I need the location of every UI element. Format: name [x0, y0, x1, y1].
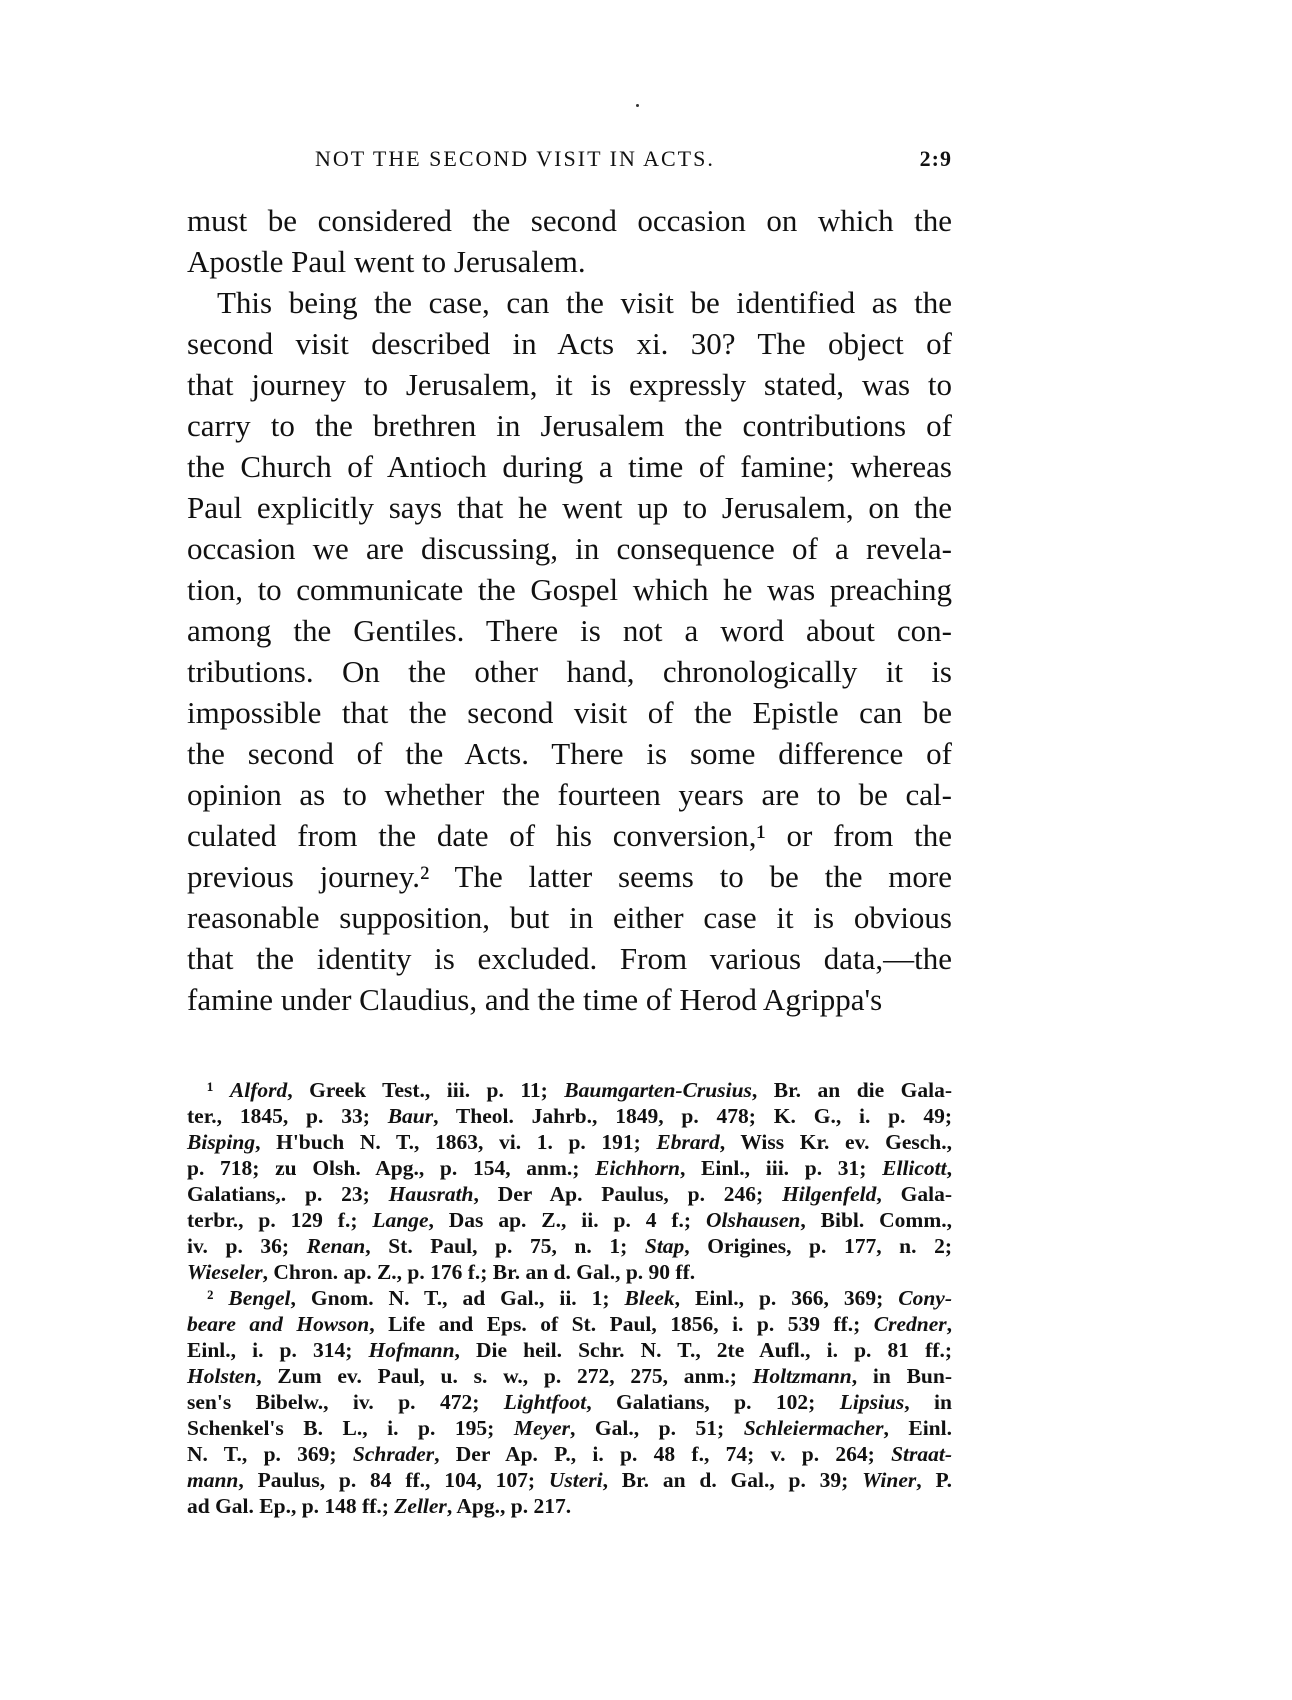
footnote-text: , Paulus, p. 84 ff., 104, 107; [238, 1468, 549, 1492]
footnote-text: , Bibl. Comm., [800, 1208, 952, 1232]
footnote-author: Alford [229, 1078, 288, 1102]
body-line: second visit described in Acts xi. 30? The object of [187, 326, 952, 361]
footnote-text: , Die heil. Schr. N. T., 2te Aufl., i. p. 81 ff.; [454, 1338, 952, 1362]
footnote-line [187, 1389, 952, 1415]
body-line: the Church of Antioch during a time of famine; whereas [187, 449, 952, 484]
footnote-text: , Greek Test., iii. p. 11; [287, 1078, 565, 1102]
footnote-line [187, 1181, 952, 1207]
footnotes [187, 1077, 952, 1519]
footnote-author: Schrader [352, 1442, 435, 1466]
footnote-author: Cony- [898, 1286, 952, 1310]
footnote-text: , Gal., p. 51; [570, 1416, 744, 1440]
footnote-text: ² [207, 1286, 229, 1310]
footnote-text: , Einl., p. 366, 369; [674, 1286, 899, 1310]
footnote-text: sen's Bibelw., iv. p. 472; [187, 1390, 504, 1414]
footnote-text: , Das ap. Z., ii. p. 4 f.; [428, 1208, 706, 1232]
footnote-author: Lightfoot [503, 1390, 587, 1414]
footnote-line [187, 1363, 952, 1389]
body-line: This being the case, can the visit be identified as the [217, 285, 952, 320]
footnote-text: Galatians,. p. 23; [187, 1182, 389, 1206]
footnote-line [187, 1103, 952, 1129]
body-line: tion, to communicate the Gospel which he was preaching [187, 572, 952, 607]
body-line: previous journey.² The latter seems to be the more [187, 859, 952, 894]
footnote-author: Ellicott [882, 1156, 947, 1180]
footnote-line [187, 1415, 952, 1441]
footnote-text: , Galatians, p. 102; [586, 1390, 840, 1414]
body-line: Apostle Paul went to Jerusalem. [187, 244, 586, 279]
footnote-author: Bengel [228, 1286, 291, 1310]
footnote-author: Winer [862, 1468, 917, 1492]
footnote-text: , Gnom. N. T., ad Gal., ii. 1; [290, 1286, 625, 1310]
footnote-line [187, 1259, 952, 1285]
footnote-text: p. 718; zu Olsh. Apg., p. 154, anm.; [187, 1156, 596, 1180]
footnote-author: Holsten [187, 1364, 257, 1388]
body-line: reasonable supposition, but in either case it is obvious [187, 900, 952, 935]
footnote-line [187, 1493, 952, 1519]
body-line: famine under Claudius, and the time of Herod Agrippa's [187, 982, 883, 1017]
page-number: 2:9 [919, 146, 952, 171]
footnote-author: Baur [387, 1104, 434, 1128]
footnote-line [187, 1441, 952, 1467]
footnote-author: mann [187, 1468, 239, 1492]
footnote-text: , [946, 1312, 952, 1336]
footnote-text: , Apg., p. 217. [446, 1494, 572, 1518]
scan-speck [636, 104, 639, 107]
footnote-text: ad Gal. Ep., p. 148 ff.; [187, 1494, 395, 1518]
footnote-text: , [946, 1156, 952, 1180]
footnote-text: , Origines, p. 177, n. 2; [684, 1234, 953, 1258]
footnote-line [187, 1285, 952, 1311]
footnote-author: Hofmann [368, 1338, 455, 1362]
footnote-text: N. T., p. 369; [187, 1442, 353, 1466]
footnote-text: ¹ [207, 1078, 230, 1102]
footnote-text: , Theol. Jahrb., 1849, p. 478; K. G., i. p. 49; [433, 1104, 952, 1128]
body-line: carry to the brethren in Jerusalem the contributions of [187, 408, 952, 443]
footnote-author: Bleek [624, 1286, 675, 1310]
footnote-author: Eichhorn [595, 1156, 680, 1180]
footnote-text: , Wiss Kr. ev. Gesch., [719, 1130, 952, 1154]
footnote-text: iv. p. 36; [187, 1234, 307, 1258]
footnote-author: Credner [873, 1312, 947, 1336]
footnote-author: beare and Howson [187, 1312, 370, 1336]
body-line: that the identity is excluded. From various data,—the [187, 941, 952, 976]
footnote-line [187, 1233, 952, 1259]
footnote-text: , Einl., iii. p. 31; [679, 1156, 883, 1180]
footnote-text: , Life and Eps. of St. Paul, 1856, i. p. 539 ff.; [369, 1312, 874, 1336]
body-line: opinion as to whether the fourteen years are to be cal- [187, 777, 952, 812]
body-line: culated from the date of his conversion,¹ or from the [187, 818, 952, 853]
footnote-author: Hilgenfeld [782, 1182, 877, 1206]
footnote-text: ter., 1845, p. 33; [187, 1104, 388, 1128]
footnote-text: , Zum ev. Paul, u. s. w., p. 272, 275, anm.; [256, 1364, 753, 1388]
body-line: the second of the Acts. There is some difference of [187, 736, 952, 771]
footnote-author: Zeller [394, 1494, 447, 1518]
footnote-author: Lipsius [839, 1390, 905, 1414]
footnote-line [187, 1467, 952, 1493]
footnote-author: Schleiermacher [743, 1416, 884, 1440]
footnote-text: , Br. an die Gala- [751, 1078, 952, 1102]
body-text [187, 200, 952, 1020]
footnote-text: , Der Ap. P., i. p. 48 f., 74; v. p. 264; [434, 1442, 892, 1466]
running-head-title: NOT THE SECOND VISIT IN ACTS. [315, 146, 715, 171]
footnote-text: , Chron. ap. Z., p. 176 f.; Br. an d. Gal., p. 90 ff. [262, 1260, 696, 1284]
footnote-author: Hausrath [388, 1182, 474, 1206]
footnote-author: Usteri [548, 1468, 603, 1492]
body-line: impossible that the second visit of the Epistle can be [187, 695, 952, 730]
footnote-author: Wieseler [187, 1260, 263, 1284]
footnote-text: terbr., p. 129 f.; [187, 1208, 373, 1232]
footnote-author: Bisping [187, 1130, 256, 1154]
footnote-author: Ebrard [656, 1130, 720, 1154]
footnote-line [187, 1155, 952, 1181]
footnote-text: , Der Ap. Paulus, p. 246; [473, 1182, 783, 1206]
footnote-line [187, 1207, 952, 1233]
running-head [187, 146, 952, 176]
body-line: Paul explicitly says that he went up to Jerusalem, on the [187, 490, 952, 525]
body-line: occasion we are discussing, in consequence of a revela- [187, 531, 952, 566]
footnote-text: , H'buch N. T., 1863, vi. 1. p. 191; [255, 1130, 657, 1154]
footnote-text: , Br. an d. Gal., p. 39; [602, 1468, 863, 1492]
footnote-text: Einl., i. p. 314; [187, 1338, 369, 1362]
footnote-text: , Gala- [876, 1182, 952, 1206]
footnote-author: Stap [644, 1234, 685, 1258]
body-line: among the Gentiles. There is not a word about con- [187, 613, 952, 648]
footnote-author: Renan [306, 1234, 366, 1258]
footnote-author: Straat- [891, 1442, 952, 1466]
footnote-text: , in Bun- [851, 1364, 952, 1388]
footnote-text: , St. Paul, p. 75, n. 1; [365, 1234, 645, 1258]
footnote-author: Meyer [513, 1416, 570, 1440]
footnote-line [187, 1129, 952, 1155]
footnote-author: Holtzmann [752, 1364, 852, 1388]
footnote-line [187, 1311, 952, 1337]
body-line: must be considered the second occasion on which the [187, 203, 952, 238]
footnote-text: Schenkel's B. L., i. p. 195; [187, 1416, 514, 1440]
footnote-text: , in [904, 1390, 952, 1414]
body-line: tributions. On the other hand, chronologically it is [187, 654, 952, 689]
footnote-line [187, 1337, 952, 1363]
footnote-author: Olshausen [705, 1208, 801, 1232]
body-line: that journey to Jerusalem, it is expressly stated, was to [187, 367, 952, 402]
footnote-author: Lange [372, 1208, 429, 1232]
footnote-text: , Einl. [883, 1416, 952, 1440]
footnote-text: , P. [916, 1468, 952, 1492]
footnote-line [187, 1077, 952, 1103]
footnote-author: Baumgarten-Crusius [564, 1078, 752, 1102]
